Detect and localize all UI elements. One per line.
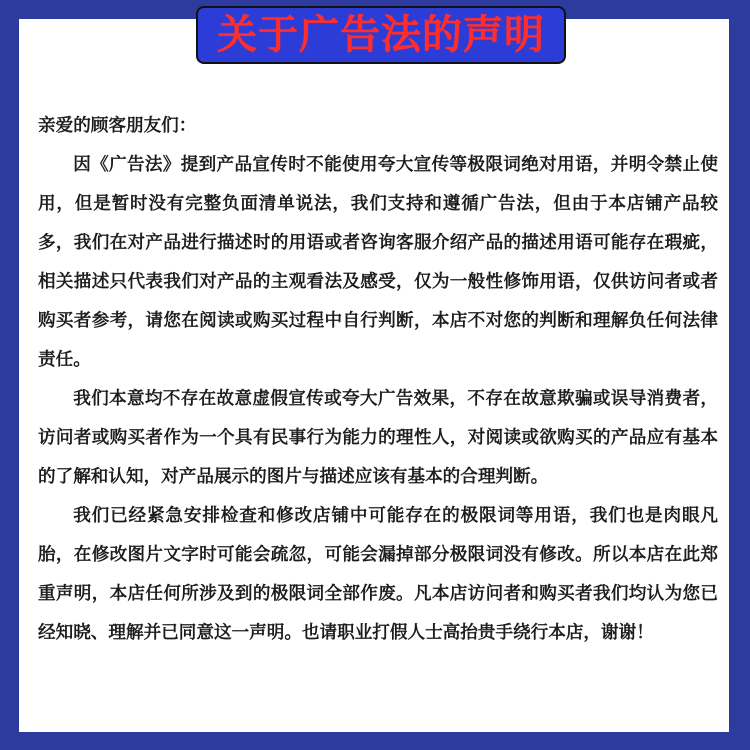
paragraph-2: 我们本意均不存在故意虚假宣传或夸大广告效果，不存在故意欺骗或误导消费者，访问者或购买者作为一个具有民事行为能力的理性人，对阅读或欲购买的产品应有基本的了解和认知，对产品展示的图片与描述应该有基本的合理判断。 (38, 389, 718, 487)
paragraph-1: 因《广告法》提到产品宣传时不能使用夸大宣传等极限词绝对用语，并明令禁止使用，但是暂时没有完整负面清单说法，我们支持和遵循广告法，但由于本店铺产品较多，我们在对产品进行描述时的用语或者咨询客服介绍产品的描述用语可能存在瑕疵，相关描述只代表我们对产品的主观看法及感受，仅为一般性修饰用语，仅供访问者或者购买者参考，请您在阅读或购买过程中自行判断，本店不对您的判断和理解负任何法律责任。 (38, 155, 718, 370)
statement-body (38, 107, 718, 653)
paragraph-3: 我们已经紧急安排检查和修改店铺中可能存在的极限词等用语，我们也是肉眼凡胎，在修改图片文字时可能会疏忽，可能会漏掉部分极限词没有修改。所以本店在此郑重声明，本店任何所涉及到的极限词全部作废。凡本店访问者和购买者我们均认为您已经知晓、理解并已同意这一声明。也请职业打假人士高抬贵手绕行本店，谢谢！ (38, 506, 718, 643)
title-banner (196, 6, 566, 64)
greeting: 亲爱的顾客朋友们： (38, 116, 197, 136)
page-title: 关于广告法的声明 (217, 12, 545, 58)
